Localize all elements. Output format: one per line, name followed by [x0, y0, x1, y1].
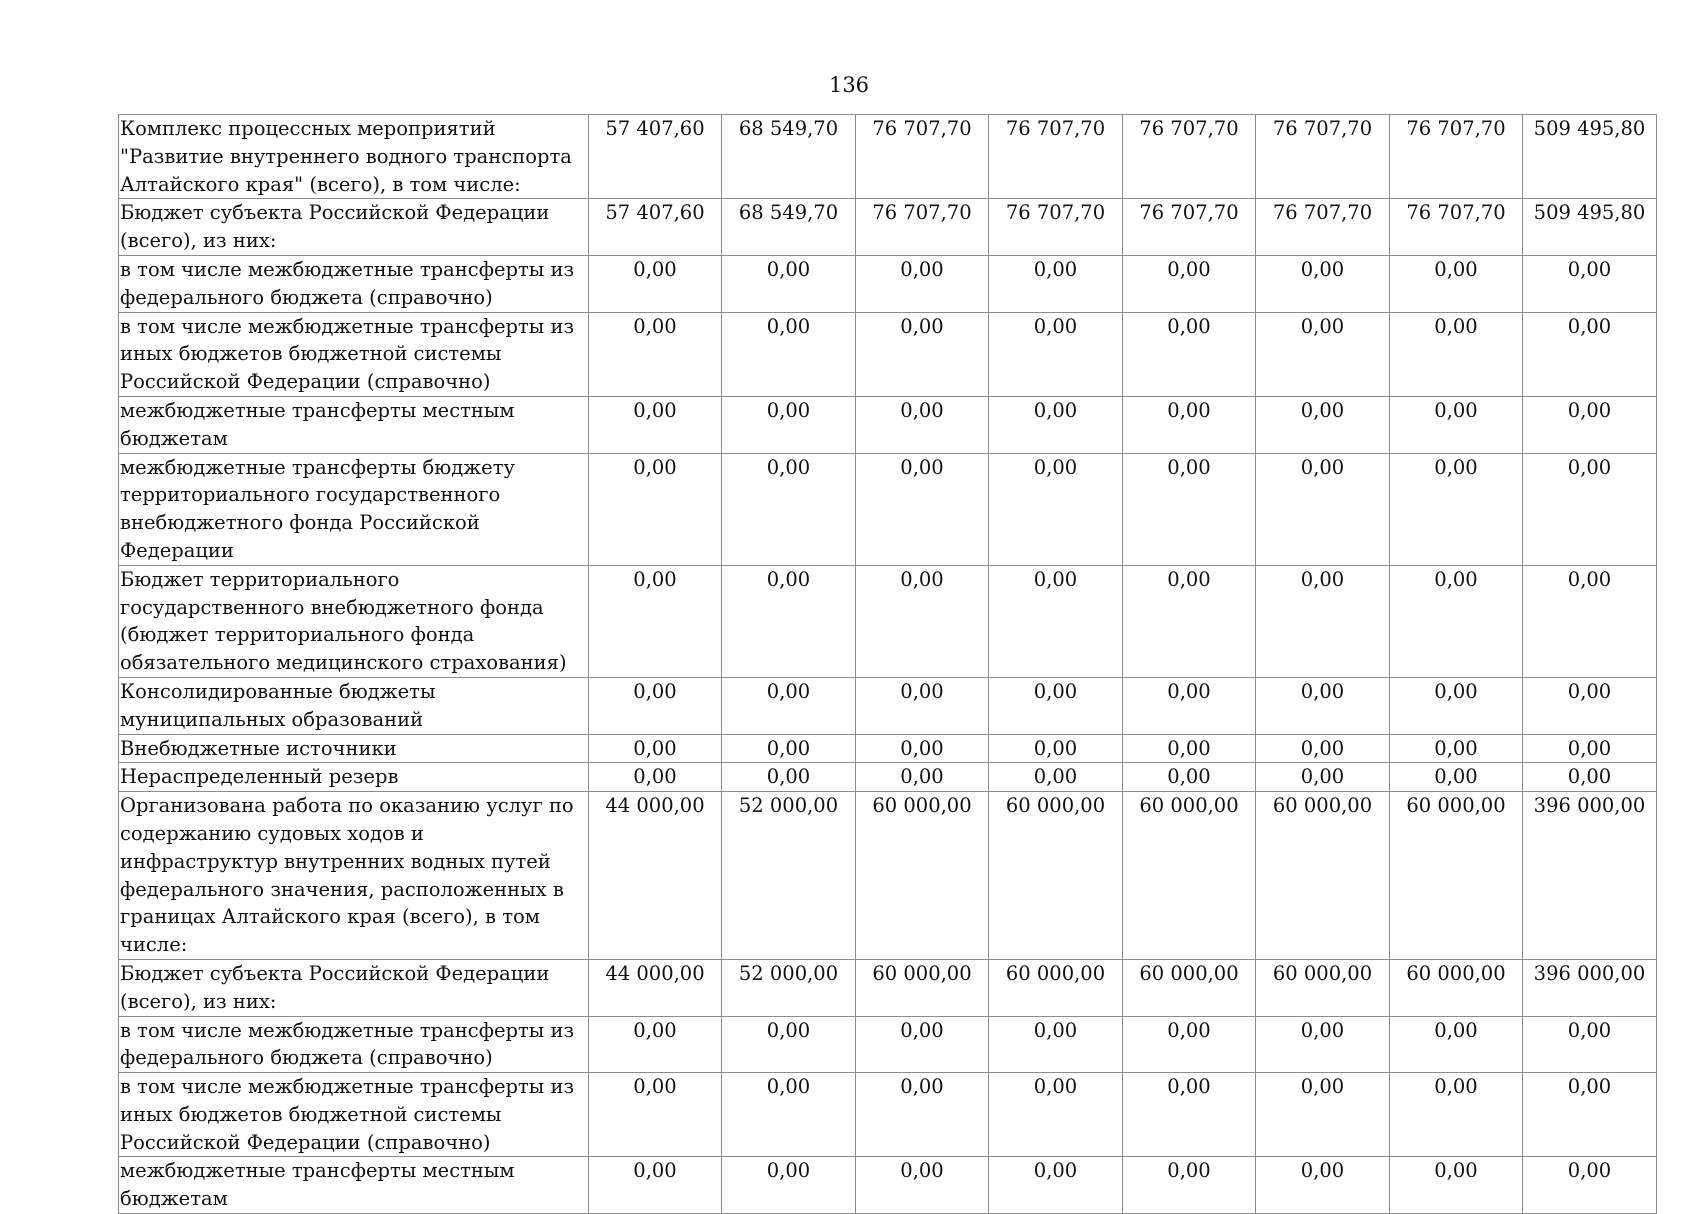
row-label: межбюджетные трансферты местным бюджетам: [119, 1157, 589, 1214]
value-cell: 0,00: [1390, 1016, 1523, 1073]
value-cell: 0,00: [989, 763, 1123, 792]
value-cell: 0,00: [589, 312, 722, 396]
value-cell: 0,00: [589, 565, 722, 677]
table-row: [119, 199, 1657, 256]
value-cell: 0,00: [1123, 677, 1256, 734]
row-label: Бюджет территориального государственного внебюджетного фонда (бюджет территориального фонда обязательного медицинского страхования): [119, 565, 589, 677]
value-cell: 60 000,00: [856, 959, 989, 1016]
value-cell: 0,00: [1123, 255, 1256, 312]
value-cell: 0,00: [1256, 1157, 1390, 1214]
value-cell: 0,00: [589, 396, 722, 453]
table-row: [119, 312, 1657, 396]
value-cell: 0,00: [1256, 1016, 1390, 1073]
value-cell: 0,00: [1523, 1016, 1657, 1073]
row-label: Комплекс процессных мероприятий "Развитие внутреннего водного транспорта Алтайского края" (всего), в том числе:: [119, 115, 589, 199]
value-cell: 0,00: [722, 1157, 856, 1214]
value-cell: 0,00: [589, 453, 722, 565]
value-cell: 0,00: [589, 734, 722, 763]
table-row: [119, 396, 1657, 453]
value-cell: 60 000,00: [1390, 959, 1523, 1016]
value-cell: 0,00: [1390, 1157, 1523, 1214]
value-cell: 0,00: [1256, 312, 1390, 396]
table-row: [119, 255, 1657, 312]
value-cell: 0,00: [1123, 734, 1256, 763]
value-cell: 0,00: [1523, 1157, 1657, 1214]
value-cell: 60 000,00: [989, 792, 1123, 960]
row-label: в том числе межбюджетные трансферты из федерального бюджета (справочно): [119, 255, 589, 312]
value-cell: 0,00: [856, 763, 989, 792]
value-cell: 0,00: [1390, 312, 1523, 396]
table-row: [119, 734, 1657, 763]
value-cell: 60 000,00: [1123, 959, 1256, 1016]
value-cell: 76 707,70: [1123, 115, 1256, 199]
value-cell: 0,00: [989, 565, 1123, 677]
table-row: [119, 677, 1657, 734]
value-cell: 0,00: [1390, 255, 1523, 312]
value-cell: 0,00: [1390, 565, 1523, 677]
row-label: Нераспределенный резерв: [119, 763, 589, 792]
value-cell: 0,00: [1390, 763, 1523, 792]
value-cell: 0,00: [722, 565, 856, 677]
value-cell: 60 000,00: [1256, 959, 1390, 1016]
value-cell: 60 000,00: [856, 792, 989, 960]
value-cell: 0,00: [1390, 677, 1523, 734]
value-cell: 396 000,00: [1523, 792, 1657, 960]
value-cell: 76 707,70: [1256, 115, 1390, 199]
value-cell: 0,00: [1523, 396, 1657, 453]
value-cell: 396 000,00: [1523, 959, 1657, 1016]
value-cell: 60 000,00: [989, 959, 1123, 1016]
row-label: Организована работа по оказанию услуг по содержанию судовых ходов и инфраструктур внутренних водных путей федерального значения, расположенных в границах Алтайского края (всего), в том числе:: [119, 792, 589, 960]
value-cell: 0,00: [589, 1157, 722, 1214]
value-cell: 0,00: [722, 453, 856, 565]
row-label: Внебюджетные источники: [119, 734, 589, 763]
budget-table-body: [119, 115, 1657, 1214]
value-cell: 0,00: [856, 396, 989, 453]
value-cell: 0,00: [1256, 565, 1390, 677]
value-cell: 0,00: [856, 565, 989, 677]
value-cell: 0,00: [856, 677, 989, 734]
value-cell: 0,00: [856, 1016, 989, 1073]
value-cell: 60 000,00: [1390, 792, 1523, 960]
value-cell: 60 000,00: [1256, 792, 1390, 960]
row-label: в том числе межбюджетные трансферты из иных бюджетов бюджетной системы Российской Федерации (справочно): [119, 312, 589, 396]
value-cell: 0,00: [989, 312, 1123, 396]
value-cell: 52 000,00: [722, 792, 856, 960]
value-cell: 0,00: [856, 255, 989, 312]
table-row: [119, 792, 1657, 960]
value-cell: 0,00: [1523, 1073, 1657, 1157]
value-cell: 0,00: [722, 312, 856, 396]
value-cell: 0,00: [989, 396, 1123, 453]
value-cell: 57 407,60: [589, 199, 722, 256]
value-cell: 76 707,70: [856, 115, 989, 199]
value-cell: 76 707,70: [1123, 199, 1256, 256]
value-cell: 0,00: [1256, 763, 1390, 792]
value-cell: 0,00: [1256, 396, 1390, 453]
value-cell: 0,00: [1523, 677, 1657, 734]
value-cell: 0,00: [856, 453, 989, 565]
value-cell: 0,00: [989, 255, 1123, 312]
value-cell: 0,00: [1390, 734, 1523, 763]
row-label: межбюджетные трансферты местным бюджетам: [119, 396, 589, 453]
value-cell: 0,00: [1523, 565, 1657, 677]
value-cell: 57 407,60: [589, 115, 722, 199]
value-cell: 0,00: [722, 255, 856, 312]
value-cell: 0,00: [989, 1073, 1123, 1157]
row-label: межбюджетные трансферты бюджету территориального государственного внебюджетного фонда Российской Федерации: [119, 453, 589, 565]
table-row: [119, 1157, 1657, 1214]
value-cell: 0,00: [989, 1016, 1123, 1073]
value-cell: 0,00: [1256, 677, 1390, 734]
value-cell: 0,00: [989, 1157, 1123, 1214]
value-cell: 76 707,70: [856, 199, 989, 256]
value-cell: 0,00: [1256, 255, 1390, 312]
value-cell: 0,00: [1123, 763, 1256, 792]
value-cell: 0,00: [989, 734, 1123, 763]
value-cell: 0,00: [589, 763, 722, 792]
value-cell: 44 000,00: [589, 792, 722, 960]
value-cell: 0,00: [1123, 312, 1256, 396]
value-cell: 68 549,70: [722, 115, 856, 199]
value-cell: 76 707,70: [1390, 115, 1523, 199]
value-cell: 0,00: [722, 1016, 856, 1073]
value-cell: 0,00: [722, 763, 856, 792]
table-row: [119, 453, 1657, 565]
value-cell: 0,00: [722, 1073, 856, 1157]
value-cell: 0,00: [1123, 1157, 1256, 1214]
row-label: Бюджет субъекта Российской Федерации (всего), из них:: [119, 199, 589, 256]
value-cell: 0,00: [989, 677, 1123, 734]
row-label: Консолидированные бюджеты муниципальных образований: [119, 677, 589, 734]
value-cell: 509 495,80: [1523, 115, 1657, 199]
value-cell: 0,00: [1523, 255, 1657, 312]
value-cell: 76 707,70: [1256, 199, 1390, 256]
row-label: Бюджет субъекта Российской Федерации (всего), из них:: [119, 959, 589, 1016]
value-cell: 509 495,80: [1523, 199, 1657, 256]
page-number: 136: [828, 73, 870, 97]
value-cell: 0,00: [1123, 1016, 1256, 1073]
value-cell: 0,00: [1390, 1073, 1523, 1157]
value-cell: 0,00: [989, 453, 1123, 565]
value-cell: 0,00: [856, 1073, 989, 1157]
value-cell: 0,00: [1256, 734, 1390, 763]
budget-table: [118, 114, 1657, 1214]
value-cell: 0,00: [1123, 565, 1256, 677]
row-label: в том числе межбюджетные трансферты из федерального бюджета (справочно): [119, 1016, 589, 1073]
table-row: [119, 1016, 1657, 1073]
value-cell: 76 707,70: [1390, 199, 1523, 256]
value-cell: 0,00: [722, 677, 856, 734]
value-cell: 0,00: [1390, 453, 1523, 565]
value-cell: 0,00: [1390, 396, 1523, 453]
value-cell: 0,00: [1123, 396, 1256, 453]
value-cell: 0,00: [1256, 453, 1390, 565]
value-cell: 0,00: [589, 255, 722, 312]
value-cell: 76 707,70: [989, 115, 1123, 199]
table-row: [119, 115, 1657, 199]
value-cell: 0,00: [722, 396, 856, 453]
value-cell: 44 000,00: [589, 959, 722, 1016]
value-cell: 0,00: [589, 1016, 722, 1073]
value-cell: 0,00: [856, 312, 989, 396]
value-cell: 0,00: [1523, 312, 1657, 396]
value-cell: 0,00: [856, 734, 989, 763]
table-row: [119, 763, 1657, 792]
value-cell: 60 000,00: [1123, 792, 1256, 960]
value-cell: 0,00: [856, 1157, 989, 1214]
value-cell: 0,00: [1523, 763, 1657, 792]
value-cell: 52 000,00: [722, 959, 856, 1016]
value-cell: 76 707,70: [989, 199, 1123, 256]
value-cell: 0,00: [1123, 1073, 1256, 1157]
value-cell: 0,00: [1256, 1073, 1390, 1157]
value-cell: 0,00: [1523, 453, 1657, 565]
table-row: [119, 959, 1657, 1016]
value-cell: 68 549,70: [722, 199, 856, 256]
row-label: в том числе межбюджетные трансферты из иных бюджетов бюджетной системы Российской Федерации (справочно): [119, 1073, 589, 1157]
table-row: [119, 565, 1657, 677]
value-cell: 0,00: [589, 1073, 722, 1157]
value-cell: 0,00: [1523, 734, 1657, 763]
value-cell: 0,00: [1123, 453, 1256, 565]
table-row: [119, 1073, 1657, 1157]
value-cell: 0,00: [722, 734, 856, 763]
value-cell: 0,00: [589, 677, 722, 734]
